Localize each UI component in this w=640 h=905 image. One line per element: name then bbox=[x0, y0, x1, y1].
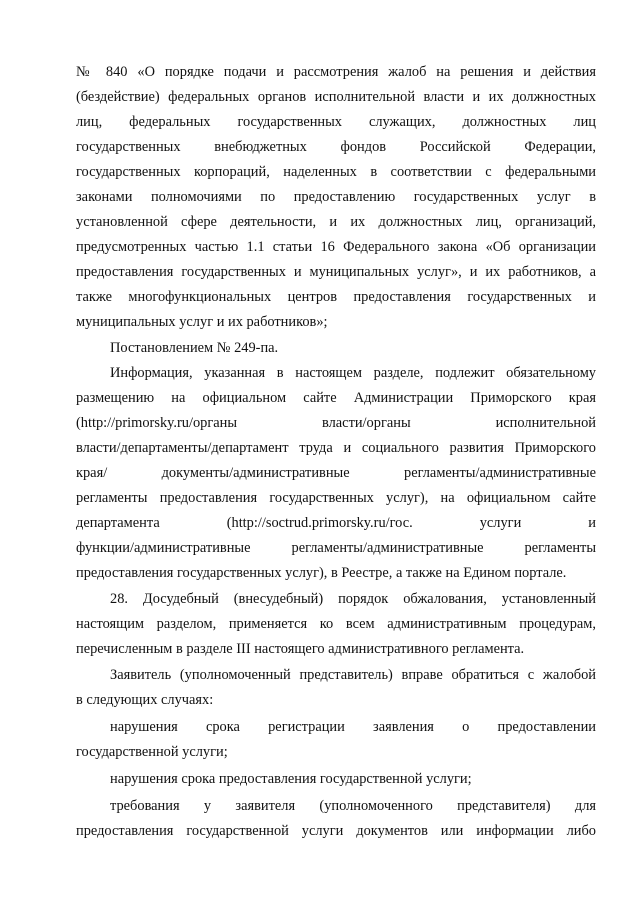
text-line: государственных внебюджетных фондов Российской Федерации, bbox=[76, 139, 596, 155]
text-line: предоставления государственных и муниципальных услуг», и их работников, а bbox=[76, 264, 596, 280]
text-line: Заявитель (уполномоченный представитель) вправе обратиться с жалобой bbox=[110, 667, 596, 683]
text-line: предусмотренных частью 1.1 статьи 16 Федерального закона «Об организации bbox=[76, 239, 596, 255]
text-line: края/ документы/административные регламенты/административные bbox=[76, 465, 596, 481]
text-line: регламенты предоставления государственных услуг), на официальном сайте bbox=[76, 490, 596, 506]
text-line: настоящим разделом, применяется ко всем административным процедурам, bbox=[76, 616, 596, 632]
text-line: законами полномочиями по предоставлению государственных услуг в bbox=[76, 189, 596, 205]
text-line: (бездействие) федеральных органов исполнительной власти и их должностных bbox=[76, 89, 596, 105]
text-line: власти/департаменты/департамент труда и социального развития Приморского bbox=[76, 440, 596, 456]
text-line: нарушения срока предоставления государственной услуги; bbox=[110, 771, 472, 787]
text-line: установленной сфере деятельности, и их должностных лиц, организаций, bbox=[76, 214, 596, 230]
text-line: Постановлением № 249-па. bbox=[110, 340, 279, 356]
text-line: размещению на официальном сайте Администрации Приморского края bbox=[76, 390, 596, 406]
text-line: также многофункциональных центров предоставления государственных и bbox=[76, 289, 596, 305]
text-line: перечисленным в разделе III настоящего административного регламента. bbox=[76, 641, 525, 657]
text-line: № 840 «О порядке подачи и рассмотрения жалоб на решения и действия bbox=[76, 64, 596, 80]
text-line: нарушения срока регистрации заявления о предоставлении bbox=[110, 719, 596, 735]
text-line: предоставления государственной услуги документов или информации либо bbox=[76, 823, 596, 839]
text-line: требования у заявителя (уполномоченного представителя) для bbox=[110, 798, 596, 814]
text-line: лиц, федеральных государственных служащих, должностных лиц bbox=[76, 114, 596, 130]
text-line: муниципальных услуг и их работников»; bbox=[76, 314, 328, 330]
text-line: в следующих случаях: bbox=[76, 692, 214, 708]
text-line: функции/административные регламенты/административные регламенты bbox=[76, 540, 596, 556]
text-line: (http://primorsky.ru/органы власти/органы исполнительной bbox=[76, 415, 596, 431]
text-line: департамента (http://soctrud.primorsky.ru/гос. услуги и bbox=[76, 515, 596, 531]
text-line: государственных корпораций, наделенных в соответствии с федеральными bbox=[76, 164, 596, 180]
text-line: предоставления государственных услуг), в Реестре, а также на Едином портале. bbox=[76, 565, 567, 581]
text-line: Информация, указанная в настоящем разделе, подлежит обязательному bbox=[110, 365, 596, 381]
text-line: 28. Досудебный (внесудебный) порядок обжалования, установленный bbox=[110, 591, 596, 607]
text-line: государственной услуги; bbox=[76, 744, 228, 760]
